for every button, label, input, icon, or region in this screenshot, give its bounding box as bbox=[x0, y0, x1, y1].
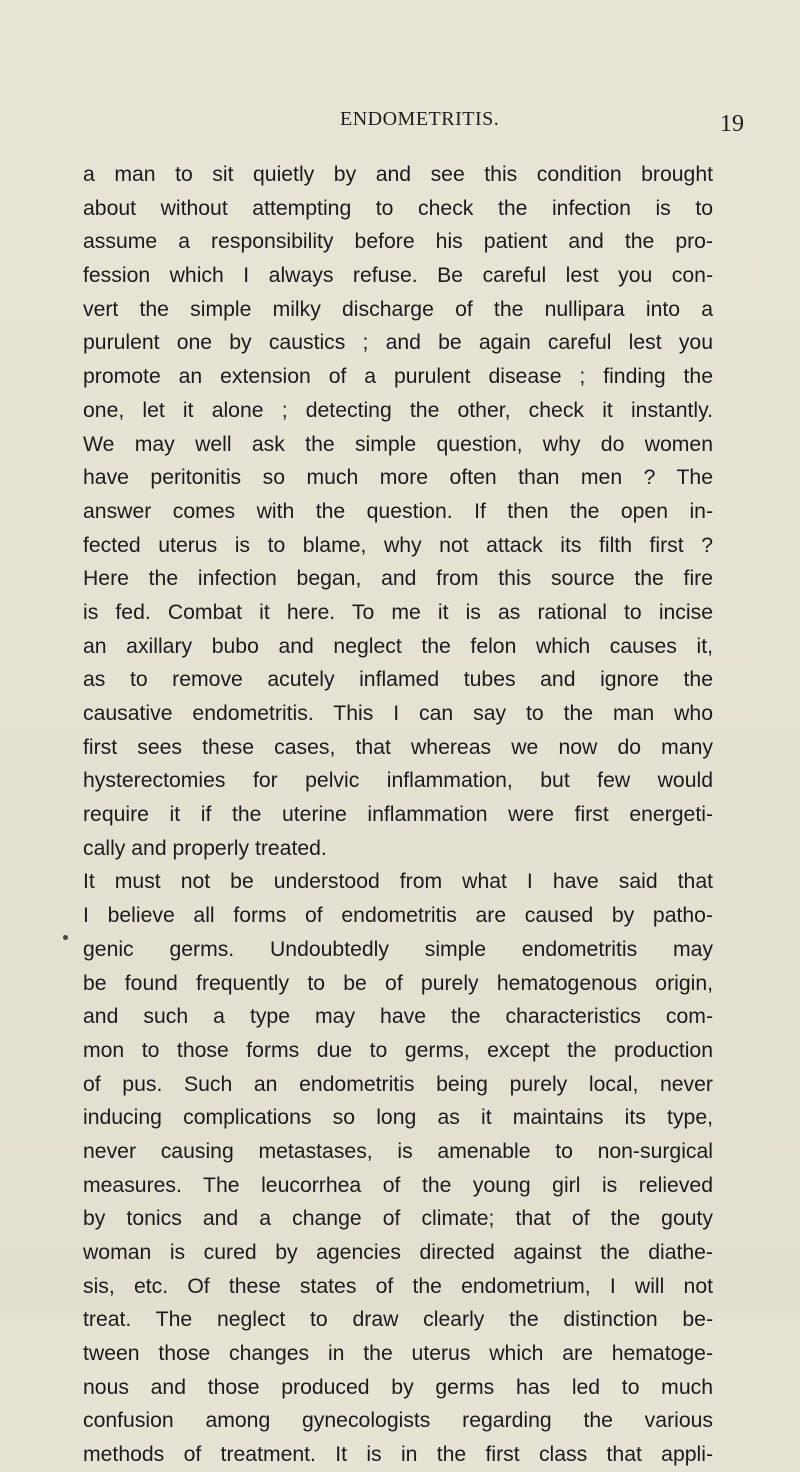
text-line: fession which I always refuse. Be careful lest you con- bbox=[83, 264, 713, 288]
text-line: woman is cured by agencies directed against the diathe- bbox=[83, 1241, 713, 1264]
text-line: It must not be understood from what I have said that bbox=[83, 870, 713, 894]
text-line: hysterectomies for pelvic inflammation, but few would bbox=[83, 769, 713, 793]
text-line: fected uterus is to blame, why not attack its filth first ? bbox=[83, 533, 713, 557]
text-line: confusion among gynecologists regarding the various bbox=[83, 1409, 713, 1433]
text-line: We may well ask the simple question, why do women bbox=[83, 432, 713, 456]
text-line: first sees these cases, that whereas we now do many bbox=[83, 735, 713, 759]
text-line: mon to those forms due to germs, except the production bbox=[83, 1038, 713, 1062]
text-line: one, let it alone ; detecting the other, check it instantly. bbox=[83, 398, 713, 422]
text-line: never causing metastases, is amenable to non-surgical bbox=[83, 1139, 713, 1163]
text-line: nous and those produced by germs has led to much bbox=[83, 1375, 713, 1399]
text-line: as to remove acutely inflamed tubes and ignore the bbox=[83, 668, 713, 692]
text-line: tween those changes in the uterus which are hematoge- bbox=[83, 1342, 713, 1366]
text-line: methods of treatment. It is in the first class that appli- bbox=[83, 1443, 713, 1467]
text-line: about without attempting to check the infection is to bbox=[83, 196, 713, 220]
text-line: measures. The leucorrhea of the young girl is relieved bbox=[83, 1173, 713, 1197]
page-number: 19 bbox=[720, 111, 744, 137]
text-line: be found frequently to be of purely hematogenous origin, bbox=[83, 971, 713, 995]
text-line: require it if the uterine inflammation were first energeti- bbox=[83, 803, 713, 827]
text-line: genic germs. Undoubtedly simple endometritis may bbox=[83, 937, 713, 961]
running-head: ENDOMETRITIS. bbox=[340, 108, 500, 130]
text-line: have peritonitis so much more often than men ? The bbox=[83, 466, 713, 490]
ink-speck bbox=[63, 935, 68, 940]
text-line: answer comes with the question. If then the open in- bbox=[83, 499, 713, 523]
text-line: assume a responsibility before his patient and the pro- bbox=[83, 230, 713, 254]
text-line: causative endometritis. This I can say to the man who bbox=[83, 702, 713, 725]
text-line: and such a type may have the characteristics com- bbox=[83, 1005, 713, 1029]
text-line: vert the simple milky discharge of the nullipara into a bbox=[83, 297, 713, 321]
text-line: inducing complications so long as it maintains its type, bbox=[83, 1106, 713, 1130]
text-line: I believe all forms of endometritis are caused by patho- bbox=[83, 904, 713, 928]
text-line: an axillary bubo and neglect the felon which causes it, bbox=[83, 634, 713, 658]
text-line: Here the infection began, and from this source the fire bbox=[83, 567, 713, 591]
text-line: is fed. Combat it here. To me it is as rational to incise bbox=[83, 600, 713, 624]
body-text bbox=[83, 158, 713, 1472]
text-line: treat. The neglect to draw clearly the distinction be- bbox=[83, 1308, 713, 1332]
text-line-paragraph-end: cally and properly treated. bbox=[83, 836, 327, 860]
text-line: sis, etc. Of these states of the endometrium, I will not bbox=[83, 1274, 713, 1298]
text-line: purulent one by caustics ; and be again careful lest you bbox=[83, 331, 713, 355]
text-line: by tonics and a change of climate; that of the gouty bbox=[83, 1207, 713, 1231]
text-line: of pus. Such an endometritis being purely local, never bbox=[83, 1072, 713, 1096]
text-line: a man to sit quietly by and see this condition brought bbox=[83, 163, 713, 186]
text-line: promote an extension of a purulent disease ; finding the bbox=[83, 365, 713, 389]
